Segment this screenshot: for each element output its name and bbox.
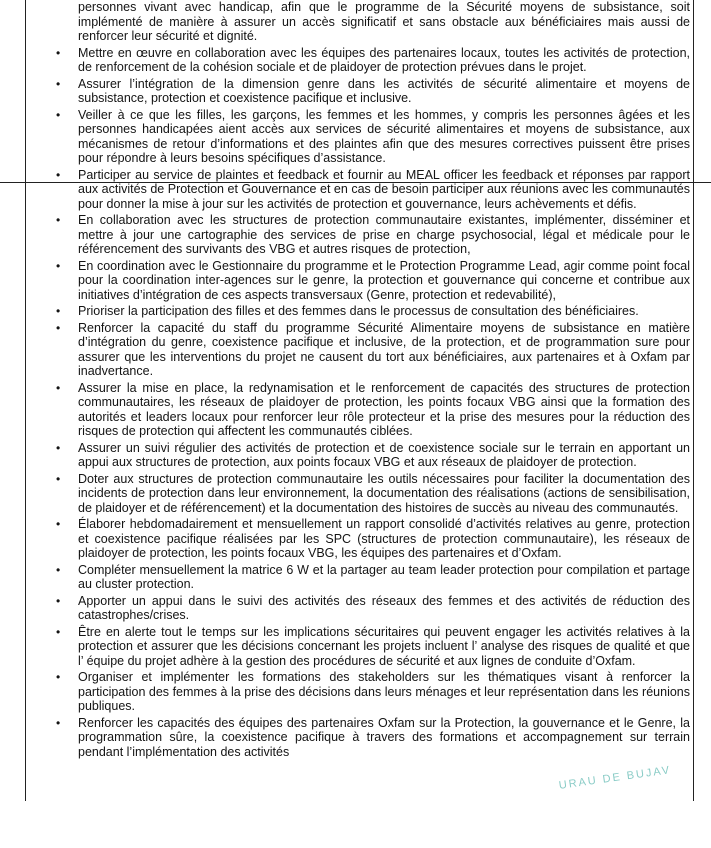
list-item-text: Être en alerte tout le temps sur les implications sécuritaires qui peuvent engager les activités relatives à la protection et assurer que les décisions concernant les projets incluent l’ analyse des risques de qualité et que l’ équipe du projet adhère à la gestion des procédures de sécurité et aux lignes de conduite d’Oxfam.: [78, 624, 690, 668]
list-item-text: Apporter un appui dans le suivi des activités des réseaux des femmes et des activités de réduction des catastrophes/crises.: [78, 593, 690, 622]
list-item: [50, 0, 690, 44]
list-item: [50, 259, 690, 303]
list-item: [50, 213, 690, 257]
bullet-icon: •: [56, 715, 61, 730]
bullet-icon: •: [56, 670, 61, 684]
list-item-text: Compléter mensuellement la matrice 6 W et la partager au team leader protection pour compilation et partage au cluster protection.: [78, 562, 690, 591]
bullet-icon: •: [56, 76, 61, 91]
list-item: [50, 594, 690, 623]
list-item-text: Prioriser la participation des filles et des femmes dans le processus de consultation des bénéficiaires.: [78, 304, 639, 318]
bullet-icon: •: [56, 45, 61, 60]
list-item: [50, 304, 690, 319]
list-item-text: Veiller à ce que les filles, les garçons, les femmes et les hommes, y compris les personnes âgées et les personnes handicapées aient accès aux services de sécurité alimentaires et moyens de subsistance, aux mécanismes de retour d’informations et des plaintes afin que des mesures correctives puissent être prises pour répondre à leurs besoins spécifiques d’assistance.: [78, 107, 690, 165]
list-item-text: Mettre en œuvre en collaboration avec les équipes des partenaires locaux, toutes les activités de protection, de renforcement de la cohésion sociale et de plaidoyer de protection prévues dans le projet.: [78, 45, 690, 74]
bullet-icon: •: [56, 517, 61, 531]
list-item-text: Élaborer hebdomadairement et mensuellement un rapport consolidé d’activités relatives au genre, protection et coexistence pacifique réalisées par les SPC (structures de protection communautaire), les réseaux de plaidoyer de protection, les points focaux VBG, les équipes des partenaires et d’Oxfam.: [78, 517, 690, 560]
bullet-icon: •: [56, 593, 61, 608]
bullet-icon: •: [56, 624, 61, 639]
list-item-text: Doter aux structures de protection communautaire les outils nécessaires pour faciliter la documentation des incidents de protection dans leur environnement, la documentation des réalisations (actions de sensibilisation, de plaidoyer et de référencement) et la documentation des histoires de succès au niveau des communautés.: [78, 471, 690, 515]
bullet-icon: •: [56, 320, 61, 335]
list-item-text: En collaboration avec les structures de protection communautaire existantes, implémenter, disséminer et mettre à jour une cartographie des services de prise en charge psychosocial, légal et médicale pour le référencement des survivants des VBG et autres risques de protection,: [78, 213, 690, 256]
list-item-text: Participer au service de plaintes et feedback et fournir au MEAL officer les feedback et réponses par rapport aux activités de Protection et Gouvernance et en cas de besoin participer aux réunions avec les communautés pour donner la mise à jour sur les activités de protection et gouvernance, leurs achèvements et défis.: [78, 167, 690, 211]
list-item-text: Assurer un suivi régulier des activités de protection et de coexistence sociale sur le terrain en apportant un appui aux structures de protection, aux points focaux VBG et aux réseaux de plaidoyer de protection.: [78, 440, 690, 469]
list-item: [50, 441, 690, 470]
list-item-text: En coordination avec le Gestionnaire du programme et le Protection Programme Lead, agir comme point focal pour la coordination inter-agences sur le genre, la protection et gouvernance qui concerne et contribue aux initiatives d’intégration de ces aspects transversaux (Genre, protection et redevabilité),: [78, 258, 690, 302]
bullet-icon: •: [56, 440, 61, 455]
list-item: [50, 381, 690, 439]
table-border-left: [25, 0, 26, 801]
table-border-right: [693, 0, 694, 801]
list-item-text: Assurer l’intégration de la dimension genre dans les activités de sécurité alimentaire et moyens de subsistance, protection et coexistence pacifique et inclusive.: [78, 76, 690, 105]
list-item: [50, 46, 690, 75]
list-item: [50, 472, 690, 516]
list-item: [50, 168, 690, 212]
responsibilities-list: [50, 0, 690, 761]
list-item: [50, 716, 690, 760]
stamp-text: URAU DE BUJAV: [558, 764, 672, 792]
bullet-icon: •: [56, 380, 61, 395]
bullet-icon: •: [56, 562, 61, 577]
list-item-text: personnes vivant avec handicap, afin que le programme de la Sécurité moyens de subsistance, soit implémenté de manière à assurer un accès significatif et sans obstacle aux bénéficiaires mais aussi de renforcer leur sécurité et dignité.: [78, 0, 690, 43]
list-item: [50, 625, 690, 669]
bullet-icon: •: [56, 471, 61, 486]
list-item-text: Organiser et implémenter les formations des stakeholders sur les thématiques visant à renforcer la participation des femmes à la prise des décisions dans leurs ménages et leur représentation dans les réunions publiques.: [78, 670, 690, 713]
list-item: [50, 517, 690, 561]
official-stamp: [520, 758, 710, 848]
list-item-text: Renforcer la capacité du staff du programme Sécurité Alimentaire moyens de subsistance en matière d’intégration du genre, coexistence pacifique et inclusive, de la protection, et de programmation sure pour assurer que les interventions du projet ne causent du tort aux bénéficiaires, aux partenaires et à Oxfam par inadvertance.: [78, 320, 690, 378]
list-item-text: Assurer la mise en place, la redynamisation et le renforcement de capacités des structures de protection communautaires, les réseaux de plaidoyer de protection, les points focaux VBG ainsi que la formation des autorités et leaders locaux pour renforcer leur rôle protecteur et la prise des mesures pour la réduction des risques de protection qui affectent les communautés ciblées.: [78, 380, 690, 438]
bullet-icon: •: [56, 213, 61, 227]
list-item: [50, 563, 690, 592]
list-item: [50, 321, 690, 379]
list-item: [50, 670, 690, 714]
list-item: [50, 77, 690, 106]
bullet-icon: •: [56, 107, 61, 122]
list-item-text: Renforcer les capacités des équipes des partenaires Oxfam sur la Protection, la gouvernance et le Genre, la programmation sûre, la coexistence pacifique à travers des formations et accompagnement sur terrain pendant l’implémentation des activités: [78, 715, 690, 759]
bullet-icon: •: [56, 167, 61, 182]
list-item: [50, 108, 690, 166]
bullet-icon: •: [56, 304, 61, 318]
bullet-icon: •: [56, 258, 61, 273]
